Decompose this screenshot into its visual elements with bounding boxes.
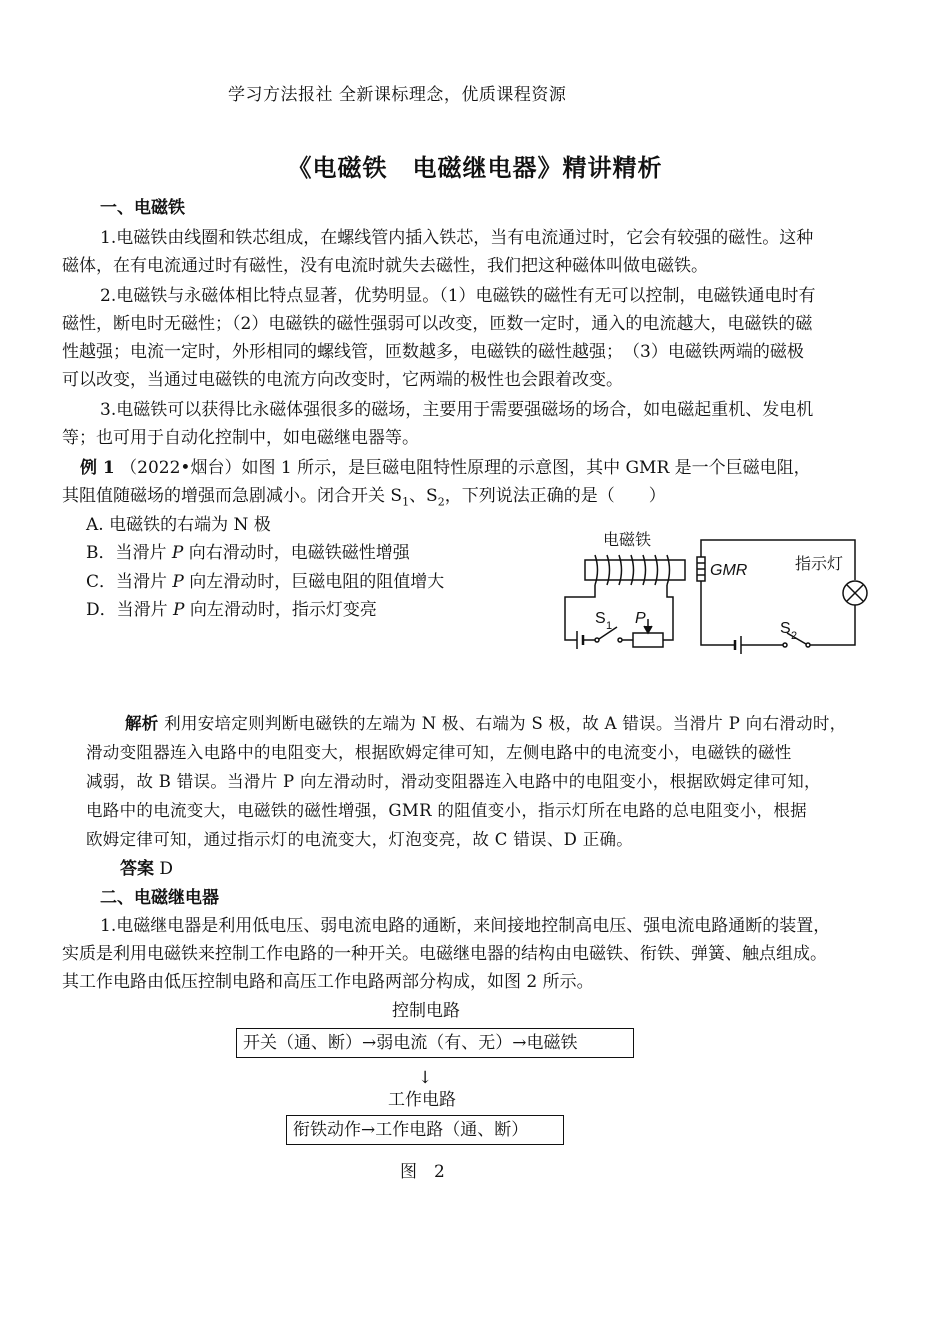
label-gmr: GMR [710,562,748,579]
section2-p1-line2: 实质是利用电磁铁来控制工作电路的一种开关。电磁继电器的结构由电磁铁、衔铁、弹簧、触点组成。 [62,944,827,964]
flow-control-box: 开关（通、断）→弱电流（有、无）→电磁铁 [236,1028,634,1058]
answer [120,857,173,881]
section1-heading: 一、电磁铁 [100,198,185,218]
label-s2-sub: 2 [791,630,798,642]
analysis-text: 利用安培定则判断电磁铁的左端为 N 极、右端为 S 极，故 A 错误。当滑片 P 向右滑动时， [164,714,847,733]
option-d [86,598,377,622]
right-control-wire [663,585,673,640]
figure1-circuit-diagram [555,525,875,665]
analysis-line1 [125,712,846,736]
section1-p2-line3: 性越强；电流一定时，外形相同的螺线管，匝数越多，电磁铁的磁性越强； （3）电磁铁两端的磁极 [62,342,804,362]
flow-work-label: 工作电路 [388,1090,456,1110]
label-s2: S [780,620,791,637]
section2-p1-line1: 1.电磁继电器是利用低电压、弱电流电路的通断，来间接地控制高电压、强电流电路通断的装置， [100,916,831,936]
page-header: 学习方法报社 全新课标理念，优质课程资源 [228,85,567,105]
rheostat [633,633,663,647]
section2-heading: 二、电磁继电器 [100,888,219,908]
flow-arrow: ↓ [418,1068,433,1088]
work-wire-left [701,581,735,645]
analysis-line3: 减弱，故 B 错误。当滑片 P 向左滑动时，滑动变阻器连入电路中的电阻变小，根据欧姆定律可知， [86,772,821,791]
switch1-contact [618,638,622,642]
section1-p2-line2: 磁性，断电时无磁性；（2）电磁铁的磁性强弱可以改变，匝数一定时，通入的电流越大，电磁铁的磁 [62,314,813,334]
section2-p1-line3: 其工作电路由低压控制电路和高压工作电路两部分构成，如图 2 所示。 [62,972,594,992]
option-text: 向右滑动时，电磁铁磁性增强 [183,543,410,563]
answer-label: 答案 [120,859,154,879]
option-var: P [173,600,185,620]
section1-p2-line4: 可以改变，当通过电磁铁的电流方向改变时，它两端的极性也会跟着改变。 [62,370,623,390]
label-s1: S [595,610,606,627]
example-line2 [62,484,666,514]
option-var: P [172,572,184,592]
page-title: 《电磁铁 电磁继电器》精讲精析 [287,153,663,182]
flow-control-label: 控制电路 [392,1001,460,1021]
analysis-line5: 欧姆定律可知，通过指示灯的电流变大，灯泡变亮，故 C 错误、D 正确。 [86,830,634,849]
example-question-line1: （2022•烟台）如图 1 所示，是巨磁电阻特性原理的示意图，其中 GMR 是一个巨磁电阻， [120,458,811,478]
section1-p3-line2: 等；也可用于自动化控制中，如电磁继电器等。 [62,428,419,448]
left-wire [565,585,595,640]
section1-p1-line1: 1.电磁铁由线圈和铁芯组成，在螺线管内插入铁芯，当有电流通过时，它会有较强的磁性。这种 [100,228,814,248]
option-text: D．当滑片 [86,600,174,620]
example-q-part: 其阻值随磁场的增强而急剧减小。闭合开关 S [62,486,403,506]
flow-work-box: 衔铁动作→工作电路（通、断） [286,1115,564,1145]
switch1-pivot [595,638,599,642]
section1-p1-line2: 磁体，在有电流通过时有磁性，没有电流时就失去磁性，我们把这种磁体叫做电磁铁。 [62,256,708,276]
analysis-line4: 电路中的电流变大，电磁铁的磁性增强，GMR 的阻值变小，指示灯所在电路的总电阻变小，根据 [86,801,807,820]
switch2-pivot [783,643,787,647]
option-var: P [171,543,184,563]
option-c [86,570,444,594]
example-q-part: ，下列说法正确的是（ ） [444,486,666,506]
analysis-label: 解析 [125,714,159,733]
label-p: P [635,610,646,627]
example-q-sub2: 2 [437,495,445,509]
label-magnet: 电磁铁 [603,532,652,549]
example-q-sub1: 1 [402,495,410,509]
switch2-contact [806,643,810,647]
section1-p2-line1: 2.电磁铁与永磁体相比特点显著，优势明显。（1）电磁铁的磁性有无可以控制，电磁铁通电时有 [100,286,816,306]
option-text: B．当滑片 [86,543,172,563]
option-text: 向左滑动时，指示灯变亮 [184,600,377,620]
label-s1-sub: 1 [606,620,613,632]
figure2-caption: 图 2 [400,1162,445,1182]
example-label: 例 1 [80,458,115,478]
option-text: C．当滑片 [86,572,173,592]
section1-p3-line1: 3.电磁铁可以获得比永磁体强很多的磁场，主要用于需要强磁场的场合，如电磁起重机、发电机 [100,400,814,420]
option-a: A. 电磁铁的右端为 N 极 [86,515,271,535]
work-wire-right [810,605,855,645]
example-line1 [80,456,811,480]
example-q-part: 、S [409,486,438,506]
option-b [86,541,410,565]
label-lamp: 指示灯 [795,556,844,573]
analysis-line2: 滑动变阻器连入电路中的电阻变大，根据欧姆定律可知，左侧电路中的电流变小，电磁铁的磁性 [86,743,792,762]
option-text: 向左滑动时，巨磁电阻的阻值增大 [183,572,445,592]
answer-value: D [159,859,174,879]
